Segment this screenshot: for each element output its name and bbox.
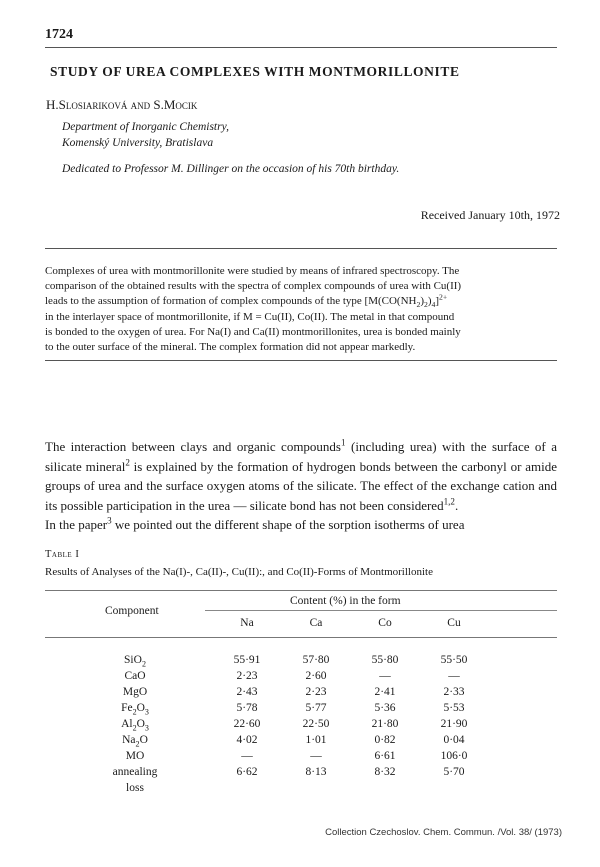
table-row-component: $Na_2O$ [122, 734, 148, 749]
abstract-line-1: Complexes of urea with montmorillonite were studied by means of infrared spectroscopy. The [45, 265, 460, 277]
table-row-component: CaO [124, 670, 146, 682]
table-cell: 6·62 [236, 766, 258, 778]
table-cell: 0·04 [443, 734, 465, 746]
received-date: Received January 10th, 1972 [420, 208, 560, 222]
table-cell: — [379, 670, 391, 682]
table-cell: 2·60 [305, 670, 327, 682]
abstract-bottom-rule [45, 360, 557, 361]
table-cell: 2·41 [374, 686, 396, 698]
paragraph-1: The interaction between clays and organic compounds$^1$ (including urea) with the surface of a silicate mineral$^2$ is explained by the formation of hydrogen bonds between the carbonyl or amide groups of urea and the surface oxygen atoms of the silicate. The effect of the exchange cation and its possible participation in the urea — silicate bond has not been considered$^{1,2}$. [45, 437, 557, 513]
table-cell: 2·23 [305, 686, 327, 698]
table-cell: 0·82 [374, 734, 396, 746]
table-content-rule [205, 610, 557, 611]
abstract-line-5: is bonded to the oxygen of urea. For Na(I) and Ca(II) montmorillonites, urea is bonded mainly [45, 325, 461, 338]
table-cell: 8·13 [305, 766, 327, 778]
column-header-ca: Ca [309, 617, 323, 629]
abstract [45, 264, 557, 355]
table-header-bottom-rule [45, 637, 557, 638]
dedication: Dedicated to Professor M. Dillinger on the occasion of his 70th birthday. [62, 163, 400, 175]
table-cell: 21·90 [440, 718, 468, 730]
column-header-na: Na [240, 617, 254, 629]
table-cell: 22·50 [302, 718, 330, 730]
table-cell: 1·01 [305, 734, 327, 746]
table-cell: — [241, 750, 253, 762]
table-cell: 2·23 [236, 670, 258, 682]
abstract-top-rule [45, 248, 557, 249]
article-title: STUDY OF UREA COMPLEXES WITH MONTMORILLONITE [50, 64, 460, 79]
table-cell: 4·02 [236, 734, 258, 746]
table-cell: 106·0 [440, 750, 468, 762]
table-cell: 5·36 [374, 702, 396, 714]
paragraph-2: In the paper$^3$ we pointed out the different shape of the sorption isotherms of urea [45, 515, 465, 532]
table-cell: 5·70 [443, 766, 465, 778]
table-label: Table I [45, 549, 80, 560]
table-cell: 55·50 [440, 654, 468, 666]
table-top-rule [45, 590, 557, 591]
table-row-component: annealing [112, 766, 158, 778]
column-header-cu: Cu [447, 617, 461, 629]
table-row-component: MO [125, 750, 145, 762]
table-row-component: MgO [122, 686, 148, 698]
table-row-component-continued: loss [126, 782, 144, 794]
abstract-line-6: to the outer surface of the mineral. The complex formation did not appear markedly. [45, 341, 416, 354]
affiliation-line-1: Department of Inorganic Chemistry, [62, 121, 229, 133]
abstract-line-2: comparison of the obtained results with the spectra of complex compounds of urea with Cu(II) [45, 280, 462, 293]
table-cell: 6·61 [374, 750, 396, 762]
article-authors: H.Slosiariková and S.Mocik [46, 97, 198, 112]
journal-citation: Collection Czechoslov. Chem. Commun. /Vol. 38/ (1973) [325, 827, 562, 838]
table-cell: 21·80 [371, 718, 399, 730]
affiliation-line-2: Komenský University, Bratislava [62, 137, 214, 149]
table-component-header: Component [105, 605, 159, 617]
table-row-component: $Fe_2O_3$ [121, 702, 149, 717]
table-cell: — [310, 750, 322, 762]
abstract-line-3: leads to the assumption of formation of complex compounds of the type $[M(CO(NH_2)_2)_4]^{2+}$ [45, 292, 448, 310]
table-content-header: Content (%) in the form [290, 595, 401, 607]
body-text [45, 437, 557, 535]
table-cell: 55·91 [233, 654, 261, 666]
table-cell: 2·43 [236, 686, 258, 698]
abstract-line-4: in the interlayer space of montmorillonite, if M = Cu(II), Co(II). The metal in that compound [45, 310, 455, 323]
table-cell: 22·60 [233, 718, 261, 730]
table-cell: 2·33 [443, 686, 465, 698]
column-header-co: Co [378, 617, 392, 629]
header-rule [45, 47, 557, 48]
table-cell: 8·32 [374, 766, 396, 778]
table-cell: 57·80 [302, 654, 330, 666]
table-cell: 55·80 [371, 654, 399, 666]
table-row-component: $Al_2O_3$ [121, 718, 149, 733]
table-cell: 5·53 [443, 702, 465, 714]
table-row-component: SiO$_2$ [124, 654, 146, 669]
table-cell: — [448, 670, 460, 682]
table-cell: 5·78 [236, 702, 258, 714]
page-number: 1724 [45, 27, 73, 42]
table-caption: Results of Analyses of the Na(I)-, Ca(II)-, Cu(II):, and Co(II)-Forms of Montmorillonite [45, 566, 433, 578]
table-cell: 5·77 [305, 702, 327, 714]
